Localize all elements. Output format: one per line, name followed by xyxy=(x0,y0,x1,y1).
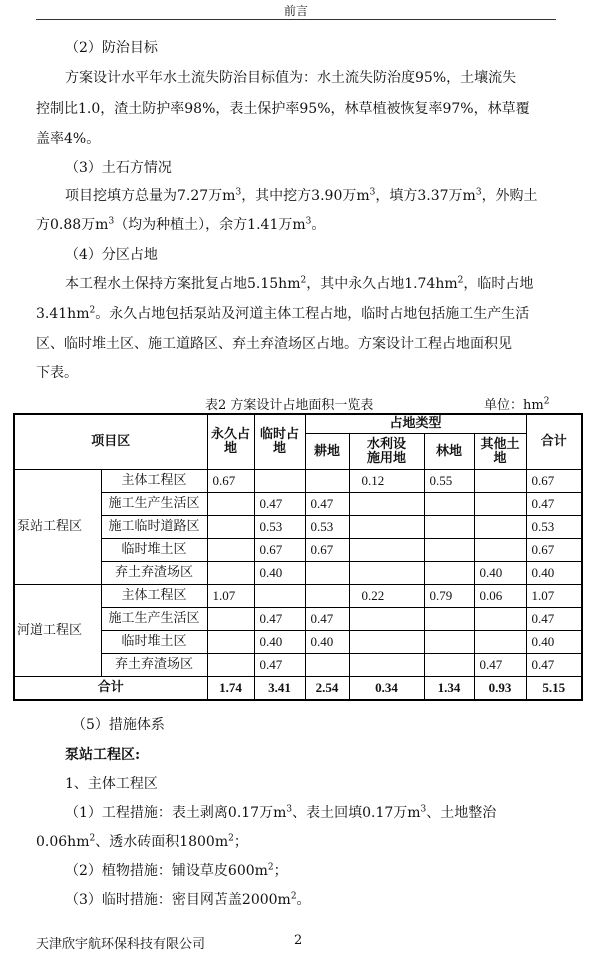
cell-forest xyxy=(424,516,474,539)
total-permanent: 1.74 xyxy=(207,677,254,701)
cell-farmland xyxy=(305,562,349,585)
cell-other xyxy=(474,470,526,493)
cell-total: 0.47 xyxy=(526,654,582,677)
paragraph-land-line2: $3.41hm^2$。永久占地包括泵站及河道主体工程占地，临时占地包括施工生产生活 xyxy=(36,305,530,322)
cell-total: 0.67 xyxy=(526,470,582,493)
cell-total: 0.47 xyxy=(526,493,582,516)
subheading-main-works: 1、主体工程区 xyxy=(65,776,158,792)
cell-water xyxy=(349,516,424,539)
cell-other: 0.47 xyxy=(474,654,526,677)
group-label: 河道工程区 xyxy=(14,585,101,677)
row-label: 临时堆土区 xyxy=(101,539,207,562)
cell-water xyxy=(349,539,424,562)
cell-temporary: 0.40 xyxy=(254,562,305,585)
cell-permanent xyxy=(207,493,254,516)
paragraph-earthwork-line1: 项目挖填方总量为7.27万$m^3$，其中挖方3.90万$m^3$，填方3.37万$m^3$，外购土 xyxy=(65,187,538,204)
cell-other: 0.40 xyxy=(474,562,526,585)
row-label: 临时堆土区 xyxy=(101,631,207,654)
cell-total: 1.07 xyxy=(526,585,582,608)
header-other: 其他土 地 xyxy=(474,434,526,470)
header-area: 项目区 xyxy=(14,414,207,470)
cell-forest: 0.79 xyxy=(424,585,474,608)
cell-total: 0.67 xyxy=(526,539,582,562)
cell-forest xyxy=(424,493,474,516)
table-row xyxy=(14,470,582,493)
total-label: 合计 xyxy=(14,677,207,701)
header-permanent: 永久占 地 xyxy=(207,414,254,470)
cell-water xyxy=(349,562,424,585)
cell-permanent xyxy=(207,539,254,562)
cell-temporary: 0.40 xyxy=(254,631,305,654)
cell-farmland xyxy=(305,654,349,677)
page-header: 前言 xyxy=(36,0,556,20)
cell-permanent xyxy=(207,654,254,677)
cell-forest xyxy=(424,608,474,631)
cell-temporary: 0.47 xyxy=(254,493,305,516)
header-land-type: 占地类型 xyxy=(305,414,526,434)
total-forest: 1.34 xyxy=(424,677,474,701)
cell-total: 0.47 xyxy=(526,608,582,631)
cell-other xyxy=(474,516,526,539)
paragraph-target-line1: 方案设计水平年水土流失防治目标值为：水土流失防治度95%，土壤流失 xyxy=(65,70,517,86)
row-label: 施工临时道路区 xyxy=(101,516,207,539)
cell-temporary: 0.47 xyxy=(254,654,305,677)
cell-permanent xyxy=(207,516,254,539)
cell-water xyxy=(349,493,424,516)
table-unit: 单位：$hm^2$ xyxy=(484,396,550,413)
total-other: 0.93 xyxy=(474,677,526,701)
cell-forest xyxy=(424,539,474,562)
cell-temporary xyxy=(254,470,305,493)
row-label: 施工生产生活区 xyxy=(101,608,207,631)
table-row xyxy=(14,585,582,608)
cell-farmland: 0.47 xyxy=(305,493,349,516)
header-farmland: 耕地 xyxy=(305,434,349,470)
section-heading-target: （2）防治目标 xyxy=(65,40,158,56)
paragraph-land-line4: 下表。 xyxy=(36,365,78,381)
cell-other: 0.06 xyxy=(474,585,526,608)
row-label: 施工生产生活区 xyxy=(101,493,207,516)
total-temporary: 3.41 xyxy=(254,677,305,701)
table-caption: 表2 方案设计占地面积一览表 xyxy=(205,398,374,413)
row-label: 主体工程区 xyxy=(101,470,207,493)
footer-page-number: 2 xyxy=(294,933,303,948)
section-heading-land: （4）分区占地 xyxy=(65,247,158,263)
paragraph-temporary-measures: （3）临时措施：密目网苫盖$2000m^2$。 xyxy=(65,891,311,908)
cell-other xyxy=(474,539,526,562)
cell-water: 0.12 xyxy=(349,470,424,493)
land-area-table xyxy=(13,413,583,701)
table-row-total xyxy=(14,677,582,701)
cell-temporary xyxy=(254,585,305,608)
cell-permanent xyxy=(207,562,254,585)
paragraph-earthwork-line2: 方0.88万$m^3$（均为种植土），余方1.41万$m^3$。 xyxy=(36,216,326,233)
row-label: 弃土弃渣场区 xyxy=(101,654,207,677)
cell-total: 0.53 xyxy=(526,516,582,539)
cell-other xyxy=(474,631,526,654)
header-forest: 林地 xyxy=(424,434,474,470)
paragraph-land-line1: 本工程水土保持方案批复占地$5.15hm^2$，其中永久占地$1.74hm^2$，临时占地 xyxy=(65,275,534,292)
cell-forest xyxy=(424,562,474,585)
cell-forest: 0.55 xyxy=(424,470,474,493)
cell-farmland: 0.40 xyxy=(305,631,349,654)
paragraph-target-line3: 盖率4%。 xyxy=(36,131,101,147)
cell-water xyxy=(349,654,424,677)
section-heading-earthwork: （3）土石方情况 xyxy=(65,160,172,176)
cell-farmland: 0.67 xyxy=(305,539,349,562)
footer-company: 天津欣宇航环保科技有限公司 xyxy=(36,937,206,952)
cell-other xyxy=(474,608,526,631)
cell-farmland xyxy=(305,470,349,493)
cell-total: 0.40 xyxy=(526,562,582,585)
row-label: 弃土弃渣场区 xyxy=(101,562,207,585)
cell-temporary: 0.53 xyxy=(254,516,305,539)
header-total: 合计 xyxy=(526,414,582,470)
cell-total: 0.40 xyxy=(526,631,582,654)
total-water: 0.34 xyxy=(349,677,424,701)
paragraph-land-line3: 区、临时堆土区、施工道路区、弃土弃渣场区占地。方案设计工程占地面积见 xyxy=(36,336,512,352)
cell-forest xyxy=(424,631,474,654)
paragraph-engineering-line1: （1）工程措施：表土剥离0.17万$m^3$、表土回填0.17万$m^3$、土地整治 xyxy=(65,804,497,821)
cell-temporary: 0.47 xyxy=(254,608,305,631)
cell-farmland: 0.47 xyxy=(305,608,349,631)
cell-water xyxy=(349,608,424,631)
cell-forest xyxy=(424,654,474,677)
cell-temporary: 0.67 xyxy=(254,539,305,562)
cell-permanent: 0.67 xyxy=(207,470,254,493)
paragraph-engineering-line2: $0.06hm^2$、透水砖面积$1800m^2$； xyxy=(36,833,248,850)
header-temporary: 临时占 地 xyxy=(254,414,305,470)
group-label: 泵站工程区 xyxy=(14,470,101,585)
paragraph-target-line2: 控制比1.0，渣土防护率98%，表土保护率95%，林草植被恢复率97%，林草覆 xyxy=(36,101,530,117)
cell-permanent xyxy=(207,631,254,654)
row-label: 主体工程区 xyxy=(101,585,207,608)
section-heading-pump-station: 泵站工程区: xyxy=(65,747,141,763)
cell-water xyxy=(349,631,424,654)
cell-permanent: 1.07 xyxy=(207,585,254,608)
cell-farmland: 0.53 xyxy=(305,516,349,539)
section-heading-measures: （5）措施体系 xyxy=(72,717,165,733)
total-farmland: 2.54 xyxy=(305,677,349,701)
header-water: 水利设 施用地 xyxy=(349,434,424,470)
cell-permanent xyxy=(207,608,254,631)
paragraph-plant-measures: （2）植物措施：铺设草皮$600m^2$； xyxy=(65,862,288,879)
cell-water: 0.22 xyxy=(349,585,424,608)
cell-farmland xyxy=(305,585,349,608)
total-total: 5.15 xyxy=(526,677,582,701)
cell-other xyxy=(474,493,526,516)
